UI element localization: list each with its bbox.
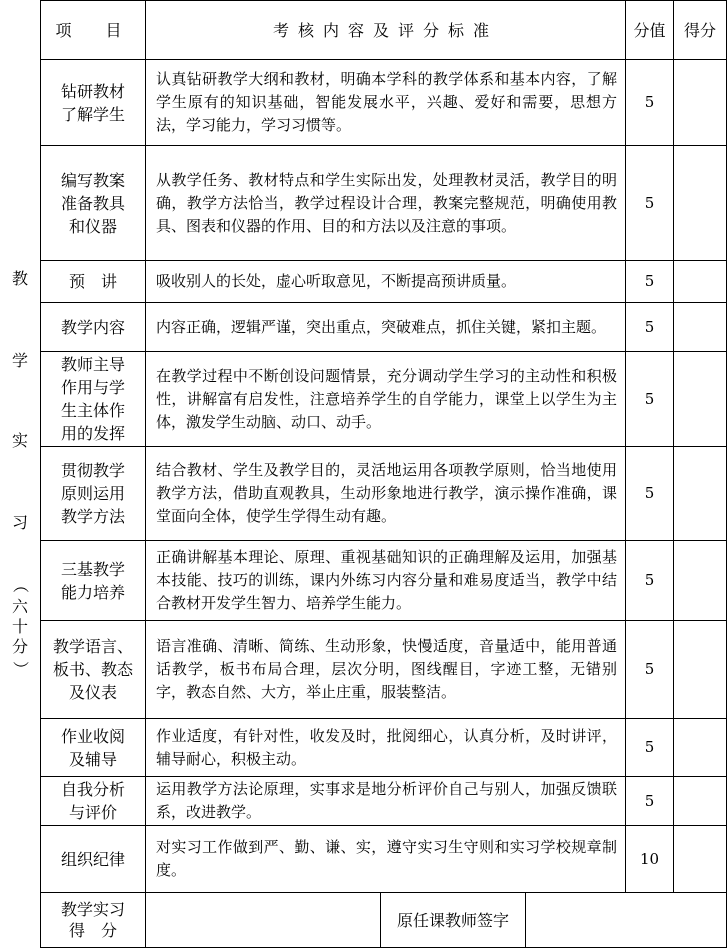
row-score-cell[interactable] <box>674 146 726 260</box>
row-criteria-text: 内容正确，逻辑严谨，突出重点，突破难点，抓住关键，紧扣主题。 <box>156 317 607 336</box>
row-criteria-text: 认真钻研教学大纲和教材，明确本学科的教学体系和基本内容，了解学生原有的知识基础，智能发展水平，兴趣、爱好和需要，思想方法，学习能力，学习习惯等。 <box>156 70 617 134</box>
row-criteria <box>146 447 625 540</box>
row-score-cell[interactable] <box>674 719 726 776</box>
total-score-label-line1: 教学实习 <box>60 900 125 919</box>
row-criteria <box>146 303 625 351</box>
row-score-cell[interactable] <box>674 352 726 446</box>
row-points: 5 <box>644 571 655 589</box>
row-points: 10 <box>639 849 660 868</box>
signature-field[interactable] <box>526 893 726 947</box>
row-points: 5 <box>644 389 655 408</box>
row-points: 5 <box>644 193 655 212</box>
row-score-cell[interactable] <box>674 60 726 145</box>
section-label-char: 习 <box>11 513 28 532</box>
row-item: 自我分析与评价 <box>60 780 125 822</box>
row-criteria <box>146 541 625 620</box>
row-score-cell[interactable] <box>674 541 726 620</box>
row-points: 5 <box>644 791 655 810</box>
section-label-char: 十 <box>11 617 28 636</box>
row-criteria <box>146 261 625 302</box>
row-criteria <box>146 146 625 260</box>
row-item: 三基教学能力培养 <box>60 559 125 602</box>
row-criteria-text: 结合教材、学生及教学目的，灵活地运用各项教学原则，恰当地使用教学方法，借助直观教具，生动形象地进行教学，演示操作准确，课堂面向全体，使学生学得生动有趣。 <box>156 461 617 525</box>
row-criteria-text: 运用教学方法论原理，实事求是地分析评价自己与别人，加强反馈联系，改进教学。 <box>156 780 617 821</box>
section-label-char: 六 <box>11 597 28 616</box>
row-item: 钻研教材了解学生 <box>60 81 125 124</box>
row-criteria <box>146 719 625 776</box>
row-points: 5 <box>644 660 655 678</box>
section-label-paren: ） <box>10 660 30 678</box>
row-points: 5 <box>644 93 655 111</box>
row-item: 预 讲 <box>68 272 117 291</box>
row-points: 5 <box>644 738 655 756</box>
row-points: 5 <box>644 272 655 290</box>
row-criteria <box>146 60 625 145</box>
row-criteria-text: 吸收别人的长处，虚心听取意见，不断提高预讲质量。 <box>156 272 517 290</box>
row-score-cell[interactable] <box>674 447 726 540</box>
row-criteria-text: 对实习工作做到严、勤、谦、实，遵守实习生守则和实习学校规章制度。 <box>156 838 617 879</box>
row-criteria-text: 作业适度，有针对性，收发及时，批阅细心，认真分析，及时讲评，辅导耐心，积极主动。 <box>156 726 617 768</box>
section-label-paren: （ <box>10 576 30 594</box>
row-criteria-text: 从教学任务、教材特点和学生实际出发，处理教材灵活，教学目的明确，教学方法恰当，教学过程设计合理，教案完整规范，明确使用教具、图表和仪器的作用、目的和方法以及注意的事项。 <box>156 170 617 235</box>
row-criteria <box>146 777 625 825</box>
total-score-input[interactable] <box>146 893 380 947</box>
section-label-char: 分 <box>11 637 28 656</box>
row-item: 教学内容 <box>60 317 125 337</box>
section-label-char: 教 <box>11 269 28 288</box>
section-label-char: 实 <box>11 431 28 450</box>
row-criteria-text: 在教学过程中不断创设问题情景，充分调动学生学习的主动性和积极性，讲解富有启发性，注意培养学生的自学能力，课堂上以学生为主体，激发学生动脑、动口、动手。 <box>156 366 617 431</box>
row-criteria-text: 语言准确、清晰、简练、生动形象，快慢适度，音量适中，能用普通话教学，板书布局合理，层次分明，图线醒目，字迹工整，无错别字，教态自然、大方，举止庄重，服装整洁。 <box>156 637 617 701</box>
header-item: 项 目 <box>55 20 131 40</box>
row-points: 5 <box>644 484 655 502</box>
row-score-cell[interactable] <box>674 826 726 892</box>
row-item: 组织纪律 <box>60 849 125 869</box>
row-item: 贯彻教学原则运用教学方法 <box>60 461 125 526</box>
row-score-cell[interactable] <box>674 303 726 351</box>
row-score-cell[interactable] <box>674 621 726 718</box>
header-points: 分值 <box>633 20 666 40</box>
header-score: 得分 <box>683 20 716 40</box>
header-criteria: 考核内容及评分标准 <box>272 20 498 40</box>
section-label-char: 学 <box>11 351 28 370</box>
row-points: 5 <box>644 317 655 336</box>
section-label-char <box>0 576 40 594</box>
row-item: 教学语言、板书、教态及仪表 <box>52 637 133 702</box>
total-score-label-line2: 得 分 <box>68 921 117 940</box>
row-item: 教师主导作用与学生主体作用的发挥 <box>60 355 125 443</box>
total-score-label <box>41 893 145 947</box>
row-criteria <box>146 352 625 446</box>
section-label <box>0 0 40 948</box>
row-criteria-text: 正确讲解基本理论、原理、重视基础知识的正确理解及运用，加强基本技能、技巧的训练，课内外练习内容分量和难易度适当，教学中结合教材开发学生智力、培养学生能力。 <box>156 548 617 612</box>
row-score-cell[interactable] <box>674 261 726 302</box>
row-criteria <box>146 826 625 892</box>
row-criteria <box>146 621 625 718</box>
row-item: 编写教案准备教具和仪器 <box>60 170 125 236</box>
row-item: 作业收阅及辅导 <box>60 726 125 769</box>
section-label-char <box>0 660 40 678</box>
row-score-cell[interactable] <box>674 777 726 825</box>
signature-label: 原任课教师签字 <box>396 910 509 930</box>
